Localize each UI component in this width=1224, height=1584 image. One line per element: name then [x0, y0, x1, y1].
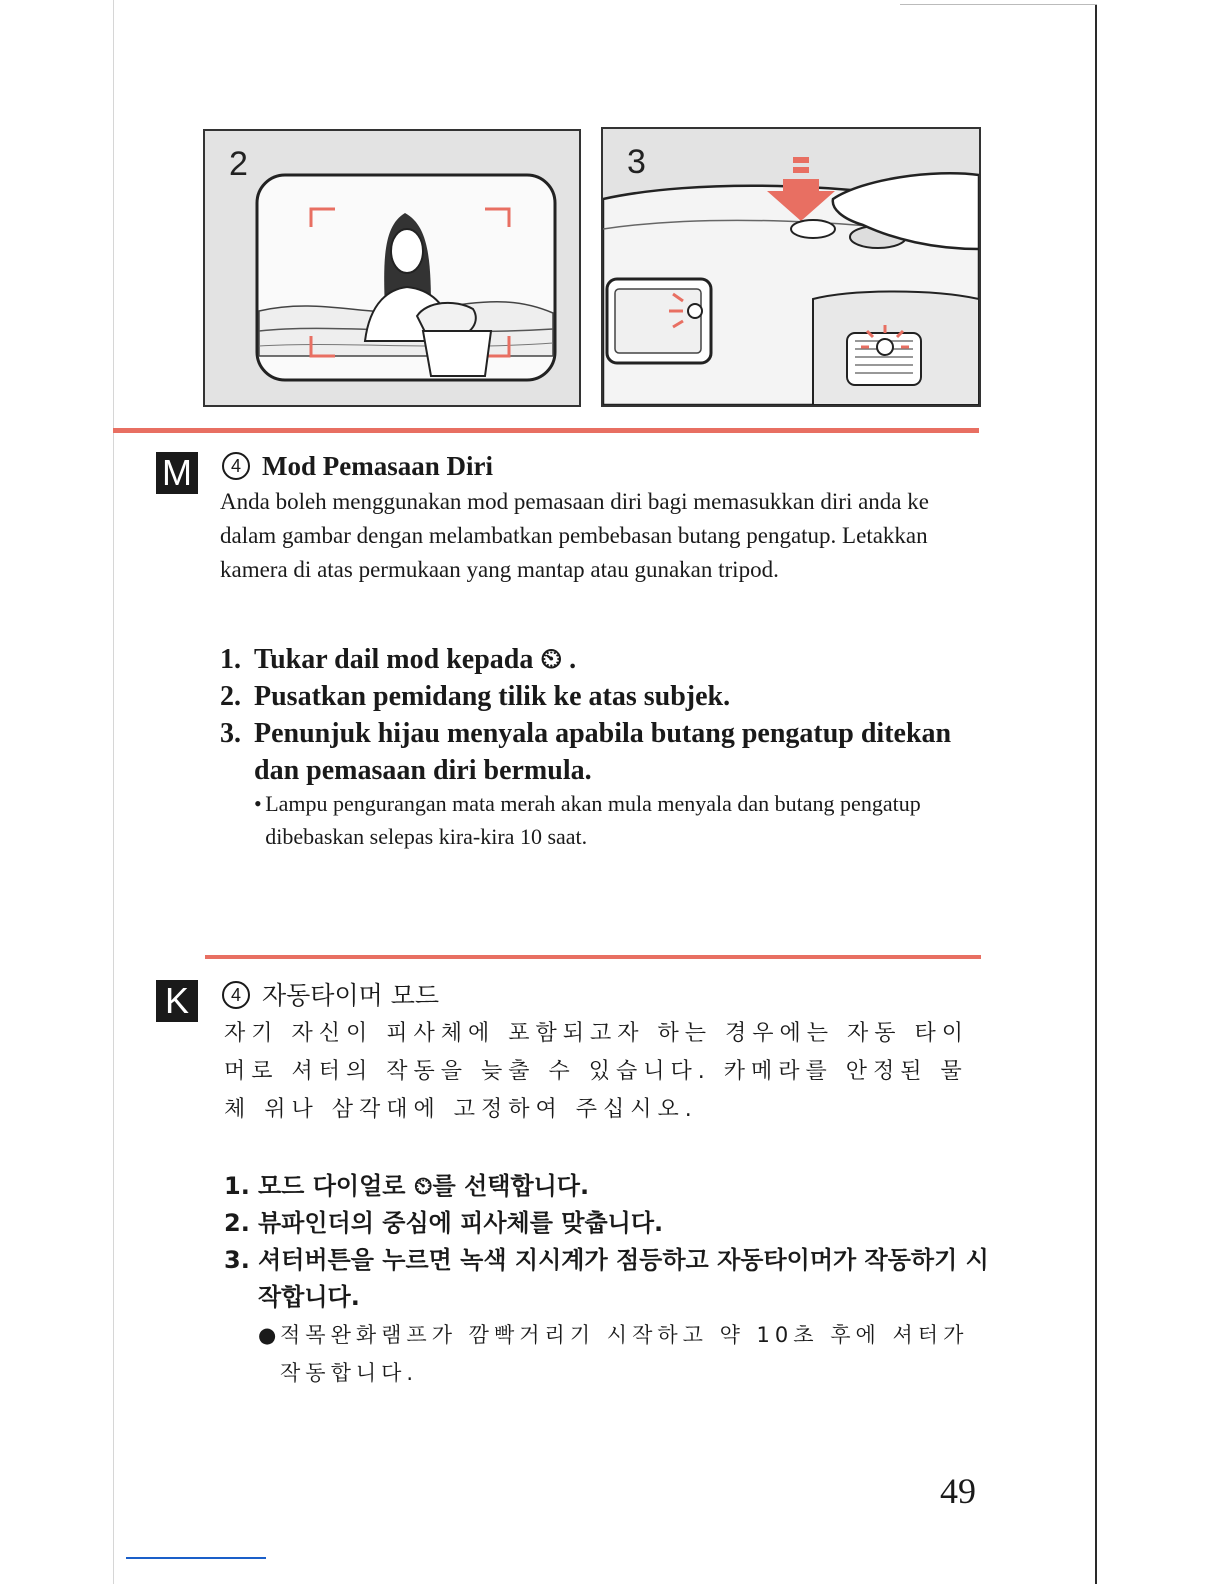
step-number: 1. — [220, 644, 241, 675]
list-item — [224, 1205, 1004, 1242]
bullet: • — [254, 791, 262, 816]
language-badge-malay: M — [156, 452, 198, 494]
heading-text: Mod Pemasaan Diri — [262, 451, 493, 481]
note-malay — [254, 787, 954, 853]
circled-number: 4 — [222, 981, 250, 1009]
step-text: Penunjuk hijau menyala apabila butang pengatup ditekan dan pemasaan diri bermula. — [254, 718, 952, 786]
step-text: 모드 다이얼로 ⏲를 선택합니다. — [258, 1172, 590, 1200]
viewfinder-illustration — [203, 129, 581, 407]
page-number: 49 — [940, 1471, 976, 1511]
list-item — [220, 678, 980, 715]
section-divider — [113, 428, 979, 433]
step-text: Pusatkan pemidang tilik ke atas subjek. — [254, 681, 731, 712]
list-item — [258, 1316, 998, 1392]
language-badge-korean: K — [156, 980, 198, 1022]
figure-number: 3 — [627, 143, 646, 181]
page-edge — [900, 4, 1097, 5]
list-item — [220, 641, 980, 678]
steps-list-malay — [220, 641, 980, 789]
circled-number: 4 — [222, 452, 250, 480]
list-item — [254, 787, 954, 853]
steps-list-korean — [224, 1168, 1004, 1316]
section-heading-korean — [222, 976, 439, 1012]
page-edge — [1095, 4, 1097, 1584]
step-number: 1. — [224, 1172, 250, 1200]
step-text: 셔터버튼을 누르면 녹색 지시계가 점등하고 자동타이머가 작동하기 시작합니다. — [258, 1246, 989, 1311]
step-number: 3. — [220, 718, 241, 749]
note-text: 적목완화램프가 깜빡거리기 시작하고 약 10초 후에 셔터가 작동합니다. — [280, 1323, 969, 1385]
step-number: 2. — [224, 1209, 250, 1237]
figure-number: 2 — [229, 145, 248, 183]
note-korean — [258, 1316, 998, 1392]
list-item — [224, 1168, 1004, 1205]
intro-paragraph-malay: Anda boleh menggunakan mod pemasaan diri bagi memasukkan diri anda ke dalam gambar dengan melambatkan pembebasan butang pengatup. Letakkan kamera di atas permukaan yang mantap atau gunakan tripod. — [220, 489, 929, 582]
camera-drawing — [603, 129, 979, 405]
intro-paragraph-korean: 자기 자신이 피사체에 포함되고자 하는 경우에는 자동 타이머로 셔터의 작동을 늦출 수 있습니다. 카메라를 안정된 물체 위나 삼각대에 고정하여 주십시오. — [224, 1021, 970, 1122]
footer-line — [126, 1557, 266, 1559]
page-edge — [113, 0, 114, 1584]
section-divider — [205, 955, 981, 959]
shutter-press-illustration — [601, 127, 981, 407]
note-text: Lampu pengurangan mata merah akan mula menyala dan butang pengatup dibebaskan selepas kira-kira 10 saat. — [265, 791, 921, 849]
list-item — [220, 715, 980, 789]
step-text: 뷰파인더의 중심에 피사체를 맞춥니다. — [258, 1209, 664, 1237]
step-number: 3. — [224, 1246, 250, 1274]
step-text: Tukar dail mod kepada ⏲ . — [254, 644, 577, 675]
heading-text: 자동타이머 모드 — [262, 981, 439, 1010]
bullet: ● — [258, 1323, 282, 1347]
list-item — [224, 1242, 1004, 1316]
viewfinder-drawing — [205, 131, 579, 405]
section-heading-malay — [222, 451, 493, 482]
step-number: 2. — [220, 681, 241, 712]
